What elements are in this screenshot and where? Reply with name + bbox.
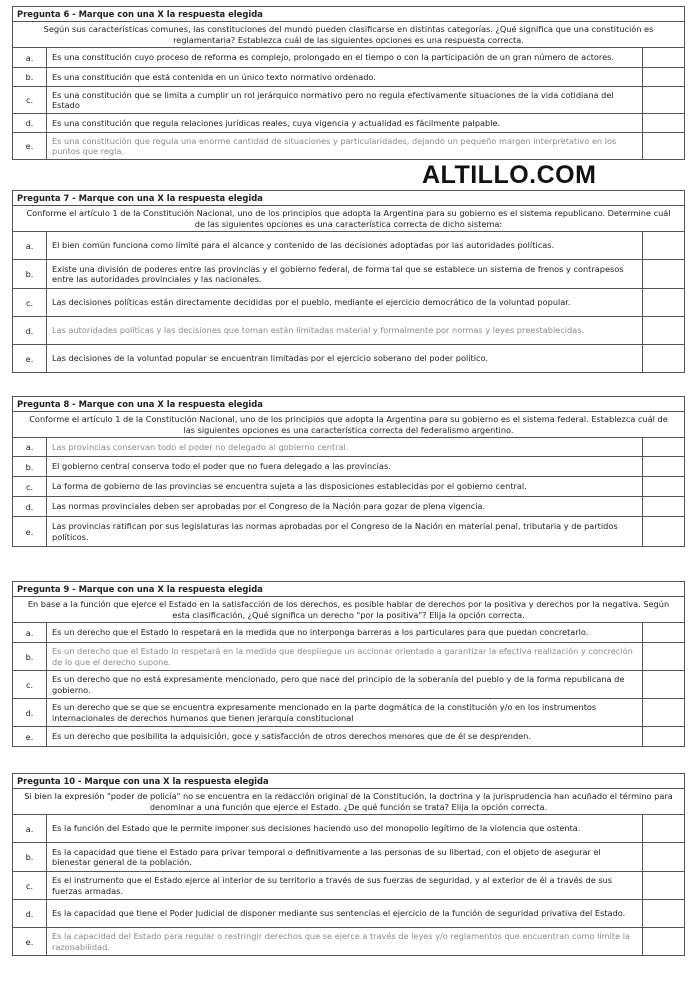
option-row [13, 517, 684, 546]
option-letter: a. [13, 438, 47, 456]
answer-box[interactable] [643, 699, 684, 726]
option-letter: a. [13, 48, 47, 67]
option-letter: d. [13, 114, 47, 132]
option-row [13, 900, 684, 928]
option-text: La forma de gobierno de las provincias se encuentra sujeta a las disposiciones establecidas por el gobierno central. [47, 477, 643, 496]
answer-box[interactable] [643, 232, 684, 259]
option-letter: c. [13, 289, 47, 316]
option-row [13, 260, 684, 289]
option-text: Es la capacidad que tiene el Estado para privar temporal o definitivamente a las personas de su libertad, con el objeto de asegurar el bienestar general de la población. [47, 843, 643, 871]
answer-box[interactable] [643, 48, 684, 67]
answer-box[interactable] [643, 317, 684, 344]
option-letter: b. [13, 260, 47, 288]
option-letter: e. [13, 727, 47, 746]
option-letter: d. [13, 317, 47, 344]
option-text: Las decisiones políticas están directamente decididas por el pueblo, mediante el ejercicio democrático de la voluntad popular. [47, 289, 643, 316]
option-text: Las provincias ratifican por sus legislaturas las normas aprobadas por el Congreso de la Nación en material penal, tributaria y de partidos políticos. [47, 517, 643, 546]
answer-box[interactable] [643, 87, 684, 113]
option-row [13, 48, 684, 68]
option-row [13, 699, 684, 727]
answer-box[interactable] [643, 900, 684, 927]
answer-box[interactable] [643, 928, 684, 955]
option-text: El bien común funciona como límite para el alcance y contenido de las decisiones adoptadas por las autoridades políticas. [47, 232, 643, 259]
option-text: Existe una división de poderes entre las provincias y el gobierno federal, de forma tal que se establece un sistema de frenos y contrapesos entre las autoridades provinciales y las nacionales. [47, 260, 643, 288]
option-text: Es la capacidad del Estado para regular o restringir derechos que se ejerce a través de leyes y/o reglamentos que encuentran como límite la razonabilidad. [47, 928, 643, 955]
answer-box[interactable] [643, 623, 684, 642]
answer-box[interactable] [643, 133, 684, 159]
option-text: Es una constitución que se limita a cumplir un rol jerárquico normativo pero no regula efectivamente situaciones de la vida cotidiana del Estado [47, 87, 643, 113]
option-row [13, 815, 684, 843]
option-row [13, 68, 684, 87]
option-letter: d. [13, 699, 47, 726]
answer-box[interactable] [643, 872, 684, 899]
option-text: Es un derecho que se que se encuentra expresamente mencionado en la parte dogmática de la constitución y/o en los instrumentos internacionales de derechos humanos que tienen jerarquía constitucional [47, 699, 643, 726]
option-letter: d. [13, 900, 47, 927]
option-text: Es la capacidad que tiene el Poder Judicial de disponer mediante sus sentencias el ejercicio de la función de seguridad privativa del Estado. [47, 900, 643, 927]
question-prompt: En base a la función que ejerce el Estado en la satisfacción de los derechos, es posible hablar de derechos por la positiva y derechos por la negativa. Según esta clasificación, ¿Qué significa un derecho "por la positiva"? Elija la opción correcta. [13, 597, 684, 623]
question-title: Pregunta 10 - Marque con una X la respuesta elegida [13, 774, 684, 789]
question-6 [12, 6, 685, 160]
question-prompt: Si bien la expresión "poder de policía" no se encuentra en la redacción original de la Constitución, la doctrina y la jurisprudencia han acuñado el término para denominar a una función que ejerce el Estado. ¿De qué función se trata? Elija la opción correcta. [13, 789, 684, 815]
option-text: Es una constitución que está contenida en un único texto normativo ordenado. [47, 68, 643, 86]
option-text: Es una constitución cuyo proceso de reforma es complejo, prolongado en el tiempo o con la participación de un gran número de actores. [47, 48, 643, 67]
option-text: Las autoridades políticas y las decisiones que toman están limitadas material y formalmente por normas y leyes preestablecidas. [47, 317, 643, 344]
answer-box[interactable] [643, 457, 684, 476]
option-text: Es la función del Estado que le permite imponer sus decisiones haciendo uso del monopolio legítimo de la violencia que ostenta. [47, 815, 643, 842]
option-row [13, 114, 684, 133]
option-letter: c. [13, 87, 47, 113]
answer-box[interactable] [643, 497, 684, 516]
option-row [13, 438, 684, 457]
option-row [13, 345, 684, 372]
option-row [13, 232, 684, 260]
option-letter: e. [13, 928, 47, 955]
option-row [13, 671, 684, 699]
option-text: Es una constitución que regula relaciones jurídicas reales, cuya vigencia y actualidad es fácilmente palpable. [47, 114, 643, 132]
option-row [13, 727, 684, 746]
option-text: Las provincias conservan todo el poder no delegado al gobierno central. [47, 438, 643, 456]
option-letter: e. [13, 345, 47, 372]
option-letter: a. [13, 623, 47, 642]
option-letter: a. [13, 232, 47, 259]
option-row [13, 87, 684, 114]
answer-box[interactable] [643, 843, 684, 871]
option-text: Es un derecho que no está expresamente mencionado, pero que nace del principio de la soberanía del pueblo y de la forma republicana de gobierno. [47, 671, 643, 698]
watermark: ALTILLO.COM [422, 161, 597, 189]
answer-box[interactable] [643, 643, 684, 670]
option-text: Es el instrumento que el Estado ejerce al interior de su territorio a través de sus fuerzas de seguridad, y al exterior de él a través de sus fuerzas armadas. [47, 872, 643, 899]
option-letter: b. [13, 68, 47, 86]
answer-box[interactable] [643, 517, 684, 546]
option-letter: b. [13, 643, 47, 670]
option-row [13, 317, 684, 345]
answer-box[interactable] [643, 815, 684, 842]
option-letter: b. [13, 457, 47, 476]
option-letter: e. [13, 133, 47, 159]
option-letter: b. [13, 843, 47, 871]
question-title: Pregunta 8 - Marque con una X la respuesta elegida [13, 397, 684, 412]
option-row [13, 497, 684, 517]
question-title: Pregunta 7 - Marque con una X la respuesta elegida [13, 191, 684, 206]
option-row [13, 477, 684, 497]
question-prompt: Según sus características comunes, las constituciones del mundo pueden clasificarse en distintas categorías. ¿Qué significa que una constitución es reglamentaria? Establezca cuál de las siguientes opciones es una respuesta correcta. [13, 22, 684, 48]
option-text: Es un derecho que posibilita la adquisición, goce y satisfacción de otros derechos menores que de él se desprenden. [47, 727, 643, 746]
option-text: Las decisiones de la voluntad popular se encuentran limitadas por el ejercicio soberano del poder político. [47, 345, 643, 372]
answer-box[interactable] [643, 114, 684, 132]
answer-box[interactable] [643, 68, 684, 86]
answer-box[interactable] [643, 438, 684, 456]
option-row [13, 457, 684, 477]
option-row [13, 872, 684, 900]
option-row [13, 623, 684, 643]
question-7 [12, 190, 685, 373]
answer-box[interactable] [643, 477, 684, 496]
option-text: Es un derecho que el Estado lo respetará en la medida que despliegue un accionar orientado a garantizar la efectiva realización y concreción de lo que el derecho supone. [47, 643, 643, 670]
option-text: Es un derecho que el Estado lo respetará en la medida que no interponga barreras a los particulares para que puedan concretarlo. [47, 623, 643, 642]
option-letter: e. [13, 517, 47, 546]
option-row [13, 643, 684, 671]
option-text: Las normas provinciales deben ser aprobadas por el Congreso de la Nación para gozar de plena vigencia. [47, 497, 643, 516]
option-row [13, 133, 684, 159]
question-prompt: Conforme el artículo 1 de la Constitución Nacional, uno de los principios que adopta la Argentina para su gobierno es el sistema federal. Establezca cuál de las siguientes opciones es una característica correcta del federalismo argentino. [13, 412, 684, 438]
option-text: El gobierno central conserva todo el poder que no fuera delegado a las provincias. [47, 457, 643, 476]
answer-box[interactable] [643, 727, 684, 746]
option-row [13, 928, 684, 955]
answer-box[interactable] [643, 345, 684, 372]
question-8 [12, 396, 685, 547]
question-title: Pregunta 6 - Marque con una X la respuesta elegida [13, 7, 684, 22]
question-prompt: Conforme el artículo 1 de la Constitución Nacional, uno de los principios que adopta la Argentina para su gobierno es el sistema republicano. Determine cuál de las siguientes opciones es una característica correcta de dicho sistema: [13, 206, 684, 232]
answer-box[interactable] [643, 671, 684, 698]
option-letter: a. [13, 815, 47, 842]
option-letter: c. [13, 671, 47, 698]
question-9 [12, 581, 685, 747]
option-letter: d. [13, 497, 47, 516]
option-letter: c. [13, 477, 47, 496]
question-10 [12, 773, 685, 956]
option-text: Es una constitución que regula una enorme cantidad de situaciones y particularidades, dejando un pequeño margen interpretativo en los puntos que regla. [47, 133, 643, 159]
option-row [13, 843, 684, 872]
question-title: Pregunta 9 - Marque con una X la respuesta elegida [13, 582, 684, 597]
answer-box[interactable] [643, 289, 684, 316]
option-letter: c. [13, 872, 47, 899]
answer-box[interactable] [643, 260, 684, 288]
option-row [13, 289, 684, 317]
